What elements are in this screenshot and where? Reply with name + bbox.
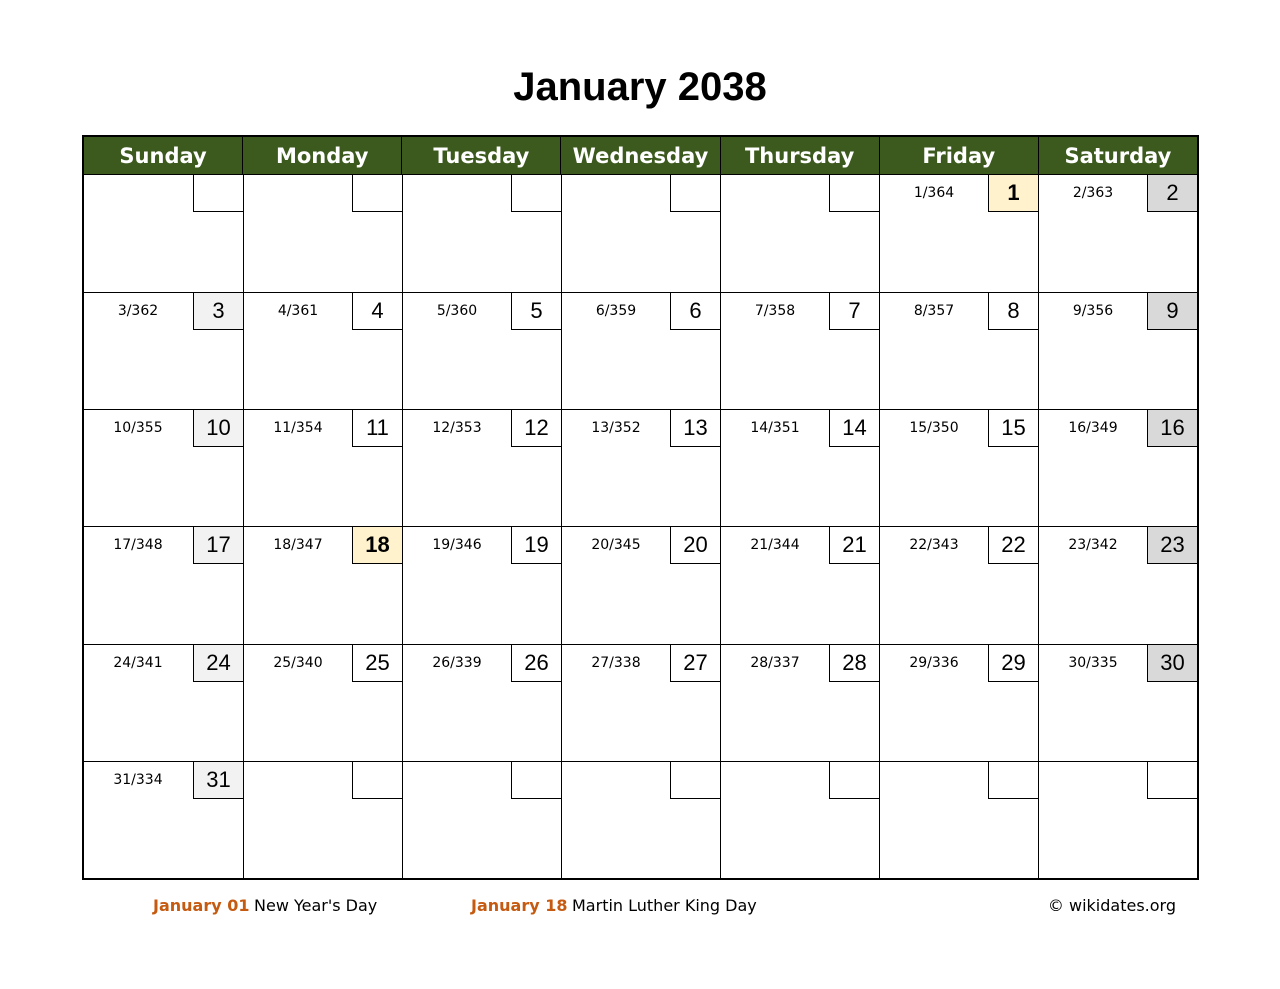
day-cell (1038, 761, 1197, 878)
day-cell (1038, 526, 1197, 643)
holiday-date: January 01 (153, 896, 250, 915)
calendar-title: January 2038 (513, 65, 767, 109)
calendar-grid (82, 135, 1199, 880)
day-number (352, 175, 402, 212)
day-of-year-label: 28/337 (750, 654, 800, 671)
day-number (670, 175, 720, 212)
day-cell (1038, 644, 1197, 761)
day-number: 11 (352, 410, 402, 447)
weekday-header-thursday: Thursday (720, 137, 879, 174)
day-cell (561, 644, 720, 761)
holiday-footer (0, 893, 1280, 919)
day-of-year-label: 20/345 (591, 537, 641, 554)
day-of-year-label: 30/335 (1068, 654, 1118, 671)
weekday-header-tuesday: Tuesday (401, 137, 560, 174)
day-cell (561, 292, 720, 409)
day-number: 16 (1147, 410, 1197, 447)
day-cell (243, 409, 402, 526)
day-number: 3 (193, 293, 243, 330)
day-of-year-label: 6/359 (595, 303, 637, 320)
day-number (352, 762, 402, 799)
day-number (1147, 762, 1197, 799)
day-number: 29 (988, 645, 1038, 682)
day-of-year-label: 17/348 (113, 537, 163, 554)
day-of-year-label: 31/334 (113, 771, 163, 788)
day-cell (720, 526, 879, 643)
day-number: 22 (988, 527, 1038, 564)
day-cell (720, 761, 879, 878)
day-of-year-label: 16/349 (1068, 420, 1118, 437)
day-cell (243, 761, 402, 878)
day-cell (879, 644, 1038, 761)
day-cell (561, 175, 720, 292)
day-of-year-label: 21/344 (750, 537, 800, 554)
day-of-year-label: 5/360 (436, 303, 478, 320)
day-of-year-label: 24/341 (113, 654, 163, 671)
day-number: 20 (670, 527, 720, 564)
day-number: 30 (1147, 645, 1197, 682)
day-number: 1 (988, 175, 1038, 212)
day-cell (561, 526, 720, 643)
day-number: 12 (511, 410, 561, 447)
day-cell (84, 761, 243, 878)
weekday-header-friday: Friday (879, 137, 1038, 174)
weekday-header-wednesday: Wednesday (560, 137, 719, 174)
day-cell (243, 175, 402, 292)
day-cell (879, 292, 1038, 409)
day-of-year-label: 29/336 (909, 654, 959, 671)
day-of-year-label: 19/346 (432, 537, 482, 554)
day-number: 28 (829, 645, 879, 682)
day-of-year-label: 10/355 (113, 420, 163, 437)
day-cell (720, 175, 879, 292)
weekday-header-row (84, 137, 1197, 175)
day-cell (561, 409, 720, 526)
day-number: 21 (829, 527, 879, 564)
day-number: 18 (352, 527, 402, 564)
day-cell (720, 409, 879, 526)
day-cell (243, 644, 402, 761)
day-number (670, 762, 720, 799)
day-number: 26 (511, 645, 561, 682)
day-number: 14 (829, 410, 879, 447)
day-cell (879, 175, 1038, 292)
day-number: 19 (511, 527, 561, 564)
day-number: 23 (1147, 527, 1197, 564)
day-cell (720, 644, 879, 761)
day-grid (84, 175, 1197, 878)
day-number: 2 (1147, 175, 1197, 212)
holiday-date: January 18 (471, 896, 568, 915)
day-number: 15 (988, 410, 1038, 447)
day-cell (1038, 409, 1197, 526)
day-of-year-label: 22/343 (909, 537, 959, 554)
holiday-name: New Year's Day (254, 896, 378, 915)
day-of-year-label: 2/363 (1072, 185, 1114, 201)
day-cell (879, 761, 1038, 878)
day-of-year-label: 27/338 (591, 654, 641, 671)
weekday-header-monday: Monday (242, 137, 401, 174)
day-number: 7 (829, 293, 879, 330)
day-of-year-label: 23/342 (1068, 537, 1118, 554)
day-of-year-label: 18/347 (273, 537, 323, 554)
day-number: 27 (670, 645, 720, 682)
day-number: 17 (193, 527, 243, 564)
day-cell (84, 175, 243, 292)
day-cell (1038, 175, 1197, 292)
day-cell (402, 175, 561, 292)
day-of-year-label: 9/356 (1072, 303, 1114, 320)
day-of-year-label: 8/357 (913, 303, 955, 320)
day-number: 4 (352, 293, 402, 330)
day-cell (84, 292, 243, 409)
day-number: 31 (193, 762, 243, 799)
day-of-year-label: 25/340 (273, 654, 323, 671)
day-number: 6 (670, 293, 720, 330)
weekday-header-saturday: Saturday (1038, 137, 1197, 174)
day-cell (720, 292, 879, 409)
day-cell (84, 644, 243, 761)
day-of-year-label: 26/339 (432, 654, 482, 671)
day-of-year-label: 15/350 (909, 420, 959, 437)
day-cell (402, 761, 561, 878)
day-of-year-label: 7/358 (754, 303, 796, 320)
day-number (829, 175, 879, 212)
day-cell (402, 644, 561, 761)
day-cell (402, 292, 561, 409)
day-number (988, 762, 1038, 799)
weekday-header-sunday: Sunday (119, 144, 207, 168)
day-of-year-label: 1/364 (913, 185, 955, 201)
day-of-year-label: 13/352 (591, 420, 641, 437)
day-number (193, 175, 243, 212)
day-cell (402, 526, 561, 643)
day-cell (402, 409, 561, 526)
day-number: 8 (988, 293, 1038, 330)
day-number: 5 (511, 293, 561, 330)
holiday-name: Martin Luther King Day (572, 896, 757, 915)
day-cell (243, 526, 402, 643)
day-number: 13 (670, 410, 720, 447)
day-number (829, 762, 879, 799)
day-cell (243, 292, 402, 409)
day-number: 24 (193, 645, 243, 682)
day-number: 9 (1147, 293, 1197, 330)
day-number: 10 (193, 410, 243, 447)
day-of-year-label: 12/353 (432, 420, 482, 437)
day-of-year-label: 11/354 (273, 420, 323, 437)
day-number: 25 (352, 645, 402, 682)
day-number (511, 762, 561, 799)
day-number (511, 175, 561, 212)
credit-text: © wikidates.org (1047, 896, 1176, 915)
day-of-year-label: 14/351 (750, 420, 800, 437)
day-cell (84, 409, 243, 526)
day-cell (1038, 292, 1197, 409)
day-cell (84, 526, 243, 643)
day-of-year-label: 4/361 (277, 303, 319, 320)
day-of-year-label: 3/362 (117, 303, 159, 320)
day-cell (879, 526, 1038, 643)
day-cell (879, 409, 1038, 526)
day-cell (561, 761, 720, 878)
